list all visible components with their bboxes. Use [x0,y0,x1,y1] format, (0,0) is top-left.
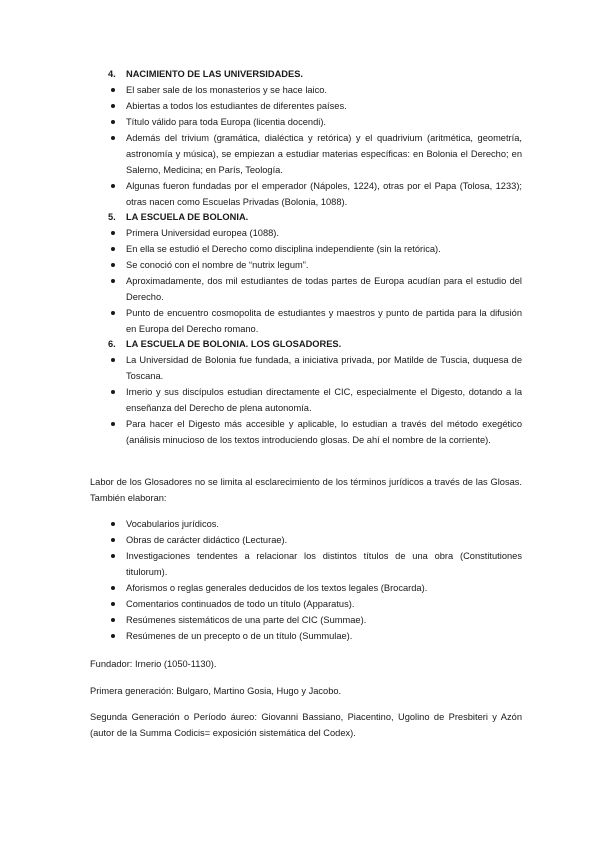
section-title: LA ESCUELA DE BOLONIA. LOS GLOSADORES. [126,339,342,349]
section-heading [90,336,522,352]
segunda-generacion-paragraph: Segunda Generación o Período áureo: Giovanni Bassiano, Piacentino, Ugolino de Presbiteri y Azón (autor de la Summa Codicis= exposición sistemática del Codex). [90,712,522,738]
section-heading [90,66,522,82]
primera-generacion-line: Primera generación: Bulgaro, Martino Gosia, Hugo y Jacobo. [90,686,342,696]
section-title: NACIMIENTO DE LAS UNIVERSIDADES. [126,69,304,79]
list-item: Obras de carácter didáctico (Lecturae). [90,532,522,548]
section-5 [90,209,522,337]
labor-bullet-list [90,516,522,644]
section-number: 5. [108,212,116,222]
list-item: Investigaciones tendentes a relacionar los distintos títulos de una obra (Constitutiones titulorum). [90,548,522,580]
list-item: Se conoció con el nombre de “nutrix legum”. [90,257,522,273]
list-item: Abiertas a todos los estudiantes de diferentes países. [90,98,522,114]
list-item: Punto de encuentro cosmopolita de estudiantes y maestros y punto de partida para la difusión en Europa del Derecho romano. [90,305,522,337]
labor-intro-paragraph: Labor de los Glosadores no se limita al esclarecimiento de los términos jurídicos a través de las Glosas. También elaboran: [90,477,522,503]
bullet-list [90,225,522,337]
list-item: Para hacer el Digesto más accesible y aplicable, lo estudian a través del método exegético (análisis minucioso de los textos introduciendo glosas. De ahí el nombre de la corriente). [90,416,522,448]
bullet-list [90,352,522,448]
list-item: Algunas fueron fundadas por el emperador (Nápoles, 1224), otras por el Papa (Tolosa, 1233); otras nacen como Escuelas Privadas (Bolonia, 1088). [90,178,522,210]
list-item: En ella se estudió el Derecho como disciplina independiente (sin la retórica). [90,241,522,257]
fundador-line: Fundador: Irnerio (1050-1130). [90,659,217,669]
list-item: Aproximadamente, dos mil estudiantes de todas partes de Europa acudían para el estudio del Derecho. [90,273,522,305]
labor-list-section [90,516,522,644]
section-title: LA ESCUELA DE BOLONIA. [126,212,249,222]
section-heading [90,209,522,225]
list-item: Resúmenes de un precepto o de un título (Summulae). [90,628,522,644]
list-item: Comentarios continuados de todo un título (Apparatus). [90,596,522,612]
section-4 [90,66,522,210]
bullet-list [90,82,522,210]
list-item: Vocabularios jurídicos. [90,516,522,532]
list-item: La Universidad de Bolonia fue fundada, a iniciativa privada, por Matilde de Tuscia, duquesa de Toscana. [90,352,522,384]
list-item: El saber sale de los monasterios y se hace laico. [90,82,522,98]
list-item: Título válido para toda Europa (licentia docendi). [90,114,522,130]
section-number: 6. [108,339,116,349]
list-item: Aforismos o reglas generales deducidos de los textos legales (Brocarda). [90,580,522,596]
list-item: Resúmenes sistemáticos de una parte del CIC (Summae). [90,612,522,628]
section-6 [90,336,522,448]
list-item: Irnerio y sus discípulos estudian directamente el CIC, especialmente el Digesto, dotando a la enseñanza del Derecho de plena autonomía. [90,384,522,416]
list-item: Primera Universidad europea (1088). [90,225,522,241]
section-number: 4. [108,69,116,79]
list-item: Además del trivium (gramática, dialéctica y retórica) y el quadrivium (aritmética, geometría, astronomía y música), se empiezan a estudiar materias específicas: en Bolonia el Derecho; en Salerno, Medicina; en París, Teología. [90,130,522,178]
